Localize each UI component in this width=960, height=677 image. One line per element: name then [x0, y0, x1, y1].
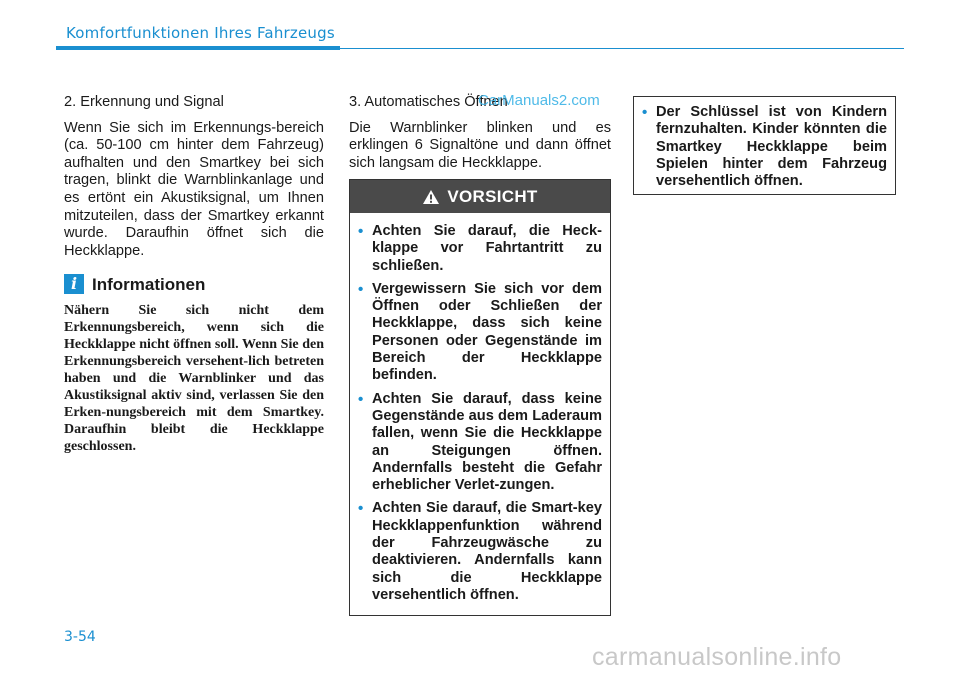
- caution-title: VORSICHT: [447, 186, 538, 206]
- page-number: 3-54: [64, 629, 96, 645]
- step-2-heading: 2. Erkennung und Signal: [64, 94, 224, 110]
- info-text: Nähern Sie sich nicht dem Erkennungsbereich, wenn sich die Heckklappe nicht öffnen soll. Wenn Sie den Erkennungsbereich versehent-lich betreten haben und die Warnblinker und das Akustiksignal aktiv sind, verlassen Sie den Erken-nungsbereich mit dem Smartkey. Daraufhin bleibt die Heckklappe geschlossen.: [64, 303, 324, 455]
- child-warning-box: [633, 96, 896, 195]
- section-title: Komfortfunktionen Ihres Fahrzeugs: [66, 24, 335, 42]
- child-warning-item: • Der Schlüssel ist von Kindern fernzuhalten. Kinder könnten die Smartkey Heckklappe beim Spielen hinter dem Fahrzeug versehentlich öffnen.: [642, 104, 887, 190]
- step-2-paragraph: Wenn Sie sich im Erkennungs-bereich (ca. 50-100 cm hinter dem Fahrzeug) aufhalten und den Smartkey bei sich tragen, blinkt die Warnblinkanlage und es ertönt ein Akustiksignal, um Ihnen mitzuteilen, dass der Smartkey erkannt wurde. Daraufhin öffnet sich die Heckklappe.: [64, 119, 324, 259]
- step-3-heading: 3. Automatisches Öffnen: [349, 94, 508, 110]
- caution-box: [349, 179, 611, 616]
- caution-item: • Achten Sie darauf, dass keine Gegenstände aus dem Laderaum fallen, wenn Sie die Heckklappe an Steigungen öffnen. Andernfalls besteht die Gefahr erheblicher Verlet-zungen.: [358, 391, 602, 495]
- caution-item: • Achten Sie darauf, die Heck-klappe vor Fahrtantritt zu schließen.: [358, 223, 602, 275]
- caution-header: [350, 180, 610, 213]
- warning-triangle-icon: [422, 189, 440, 205]
- left-column: [64, 94, 324, 455]
- caution-list: [350, 213, 610, 604]
- caution-item: • Vergewissern Sie sich vor dem Öffnen oder Schließen der Heckklappe, dass sich keine Personen oder Gegenstände im Bereich der Heckklappe befinden.: [358, 281, 602, 385]
- info-icon: i: [64, 274, 84, 294]
- step-3-paragraph: Die Warnblinker blinken und es erklingen 6 Signaltöne und dann öffnet sich langsam die Heckklappe.: [349, 119, 611, 171]
- footer-site-link[interactable]: carmanualsonline.info: [592, 643, 842, 671]
- header-rule-thick: [56, 46, 340, 50]
- info-title: Informationen: [92, 274, 206, 294]
- child-warning-list: [634, 97, 895, 190]
- caution-item: • Achten Sie darauf, die Smart-key Heckklappenfunktion während der Fahrzeugwäsche zu deaktivieren. Andernfalls kann sich die Heckklappe versehentlich öffnen.: [358, 500, 602, 604]
- watermark-link[interactable]: CarManuals2.com: [478, 92, 600, 109]
- header-rule-thin: [340, 48, 904, 49]
- info-header: [64, 274, 324, 294]
